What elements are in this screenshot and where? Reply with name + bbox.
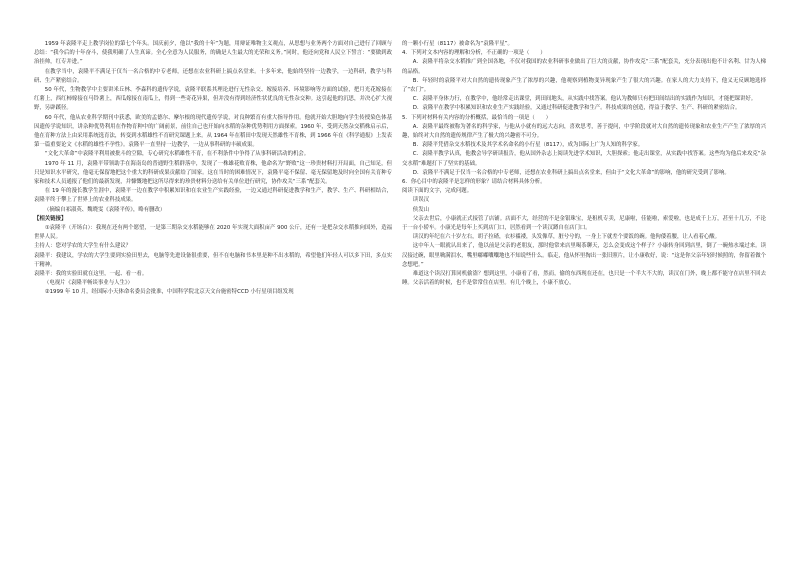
left-paragraph-5: “文化大革命”中袁隆平利用被批斗的空隙，专心研究水稻雄性不育，在不利条件中争得了从事科研活动的机会。 <box>44 151 310 158</box>
right-continuation: 的一颗小行星（8117）被命名为“袁隆平星”。 <box>402 41 513 47</box>
link-item-2: ②1999 年 10 月，经国际小天体命名委员会批准，中国科学院北京天文台施密特CCD 小行星项目组发现 <box>44 289 294 296</box>
q4-option-d: D．袁隆平在教学中积累知识和农业生产实践经验，又通过科研促进教学和生产。科技成果的创造，得益于教学、生产、科研的紧密结合。 <box>412 105 741 112</box>
story-title: 读误汉 <box>412 197 429 204</box>
left-paragraph-6: 1970 年 11 月，袁隆平带领助手在海南岛的普通野生稻群落中，发现了一株雄花败育株，他命名为“野败”这一珍贵材料打开局面，自己知足，但只是知识水平研究，他毫无保留地把这个重大的科研成果贡献给了国家。这在当时的困难情况下，袁隆平毫不保留、毫无保留地及时向全国有关育种专家和技术人员通报了他们的最新发现，并慷慨地把这所尽得来的珍贵材料分送给有关单位进行研究，协作攻关“三系”配套关。 <box>34 160 392 186</box>
left-paragraph-4: 60 年代，他从农业科学期刊中获悉，欧美的孟德尔、摩尔根的现代遗传学说，对良种繁育有重大指导作用。他就开始大胆地向学生传授染色体基因遗传学说知识，讲杂种优势利用在作物育种中的广阔前景，前往自己也开始向水稻的杂种优势利用方面探索。1960 年，受到天然杂交稻株启示后，他在育种方法上由采用系统选育法，转变到水稻雄性不育研究课题上来。从 1964 年在稻田中发现天然雄性不育株，到 1966 年在《科学通报》上发表第一篇重要论文《水稻的雄性不孕性》。袁隆平一直坚持一边教学，一边从事科研的丰硕成果。 <box>34 114 392 149</box>
q5-option-d: D．袁隆平不满足于仅当一名合格的中专老师，还想在农业科研上搞出点名堂来，但由于“文化大革命”的影响，他的研究受到了影响。 <box>412 169 730 176</box>
story-author: 侯发山 <box>412 206 429 213</box>
link-item-1: ①袁隆平（开场白）：我现在还有两个愿望，一是第三期杂交水稻能够在 2020 年实现大面积亩产 900 公斤，还有一是把杂交水稻推向国外，造福世界人民。 <box>34 225 392 241</box>
q4-option-a: A．袁隆平将杂交水稻推广到全国各地，不仅对我国的农业科研事业做出了巨大的贡献，协作攻克“三系”配套关，充分表现出他不计名利、甘为人梯的品格。 <box>402 59 766 75</box>
question-6: 6．你心目中的袁隆平是怎样的形象？请结合材料具体分析。 <box>402 179 546 186</box>
q5-option-c: C．袁隆平教学认真，他教会导学研读报告，他从国外杂志上阅读先进学术知识，大胆探索；他走出课堂，从实践中找答案。这些均为他后来攻克“杂交水稻”难题打下了坚实的基础。 <box>402 151 766 167</box>
story-paragraph-2: 读汉的年纪在六十岁左右，胡子拉碴，衣衫褴褛，头发像草，脏兮兮的，一身上下就差个要饭的碗。他佝偻着腰，让人看着心酸。 <box>412 234 721 241</box>
q4-option-c: C．袁隆平身体力行，在教学中，他经常走出课堂，到田间地头，从实践中找答案。他认为教师只有把田间结出的实践作为知识，才能把课讲好。 <box>412 96 757 103</box>
left-paragraph-1: 1959 年袁隆平走上教学岗位的第七个年头。国庆前夕，他以“我的十年”为题，用辩证唯物主义观点，从思想与业务两个方面对自己进行了回顾与总结：“我今后的十年奋斗，使我明确了人生真谛。全心全意为人民服务，的确是人生最大的光荣和义务。”同时，他还向党和人民立下誓言：“要做到政治挂帅，红专并进。” <box>34 41 392 66</box>
story-paragraph-4: 难道这个读汉打算同机偷盗？想到这里，小康看了看，然而，偷的东西现在还在，也只是一个半大不大的，读汉在门外，晚上都不能守在店里不回去睡。父亲活着的时候，也不是常常住在店里。有几个晚上，小康不放心， <box>402 271 766 287</box>
interview-closing: 袁隆平：我的实验田就在这里，一起、看一看。 <box>34 271 148 278</box>
reading-instruction: 阅读下面的文字，完成问题。 <box>402 188 473 195</box>
tv-source: （电视片《袁隆平畅谈事业与人生》） <box>44 280 133 287</box>
q5-option-a: A．袁隆平最终被称为著名的科学家，与他从小就有的远大志向，喜欢思考，善于提问，中学阶段就对大自然的遗传现象和农业生产产生了浓厚的兴趣，始终对大自然的遗传规律产生了极大的兴趣密不可分。 <box>402 123 766 140</box>
source-citation: （摘编自祁淑英、魏晓雯《袁隆平传》，略有删改） <box>44 206 166 213</box>
related-links-heading: 【相关链接】 <box>34 215 67 222</box>
left-paragraph-7: 在 19 年的漫长教学生涯中，袁隆平一边在教学中积累知识和在农业生产实践经验，一边又通过科研促进教学和生产，教学、生产、科研相结合，袁隆平终于攀上了世界上的农业科技成果。 <box>34 188 392 204</box>
q4-option-b: B．年轻时的袁隆平对大自然的遗传现象产生了浓厚的兴趣，他观察到植物变异现象产生了很大的兴趣。在家人的大力支持下，他义无反顾地选择了“农门”。 <box>402 77 766 94</box>
host-question: 主持人：您对学农的大学生有什么建议？ <box>34 243 132 250</box>
story-paragraph-3: 这中年人一眼就认出来了，他以前是父亲的老朋友，那时他常来店里喝茶聊天，怎么会变成这个样子？小康转身回到店里，倒了一碗热水端过来。读汉接过碗，眼里噙满泪水，嘴里嘟嘟囔囔地也不知说些什么。临走，他从怀里掏出一张旧照片，让小康收好，说：“这是你父亲年轻时候照的，你留着做个念想吧。” <box>402 243 766 268</box>
story-paragraph-1: 父亲去世后，小康就正式接管了店铺。店面不大，经营的不是金银珠宝，是租机专卖，尼康啦，佳能啦，索爱啦，也是成千上万，甚至十几万，不论于一台小轿车。小康光是每年上买到店门口，居然看到一个读汉蹲自在店门口。 <box>402 215 766 232</box>
q5-option-b: B．袁隆平凭借杂交水稻技术及其学术名命名的小行星（8117），成为国际上广为人知的科学家。 <box>412 142 644 149</box>
left-column <box>34 40 392 298</box>
left-paragraph-2: 在教学当中，袁隆平不满足于仅当一名合格的中专老师，还想在农业科研上搞点名堂来。十多年来，他始终坚持一边教学，一边科研，教学与科研、生产紧密结合。 <box>34 68 392 84</box>
question-4: 4．下列对文本内容的理解和分析，不正确的一项是（ ） <box>402 50 546 57</box>
question-5: 5．下列对材料有关内容的分析概括，最恰当的一项是（ ） <box>402 114 551 121</box>
interview-answer: 袁隆平：我建议，学农的大学生要到实验田里去，电脑等先进设备很重要，但不在电脑和书本里是种不出水稻的，希望他们年轻人可以多下田，多点实干精神。 <box>34 252 392 268</box>
right-column <box>402 40 766 288</box>
left-paragraph-3: 50 年代，生物教学中主要讲米丘林、李森科的遗传学说，袁隆平联系其理论进行无性杂交、嫁接培养、环境影响等方面的试验，把月光花嫁接在红薯上，西红柿嫁接在马铃薯上，西瓜嫁接在南瓜上，得到一些奇花异果，但并没有得到经济性状优良的无性杂交种。这引起他的沉思，并决心扩大视野，另辟蹊径。 <box>34 87 392 112</box>
